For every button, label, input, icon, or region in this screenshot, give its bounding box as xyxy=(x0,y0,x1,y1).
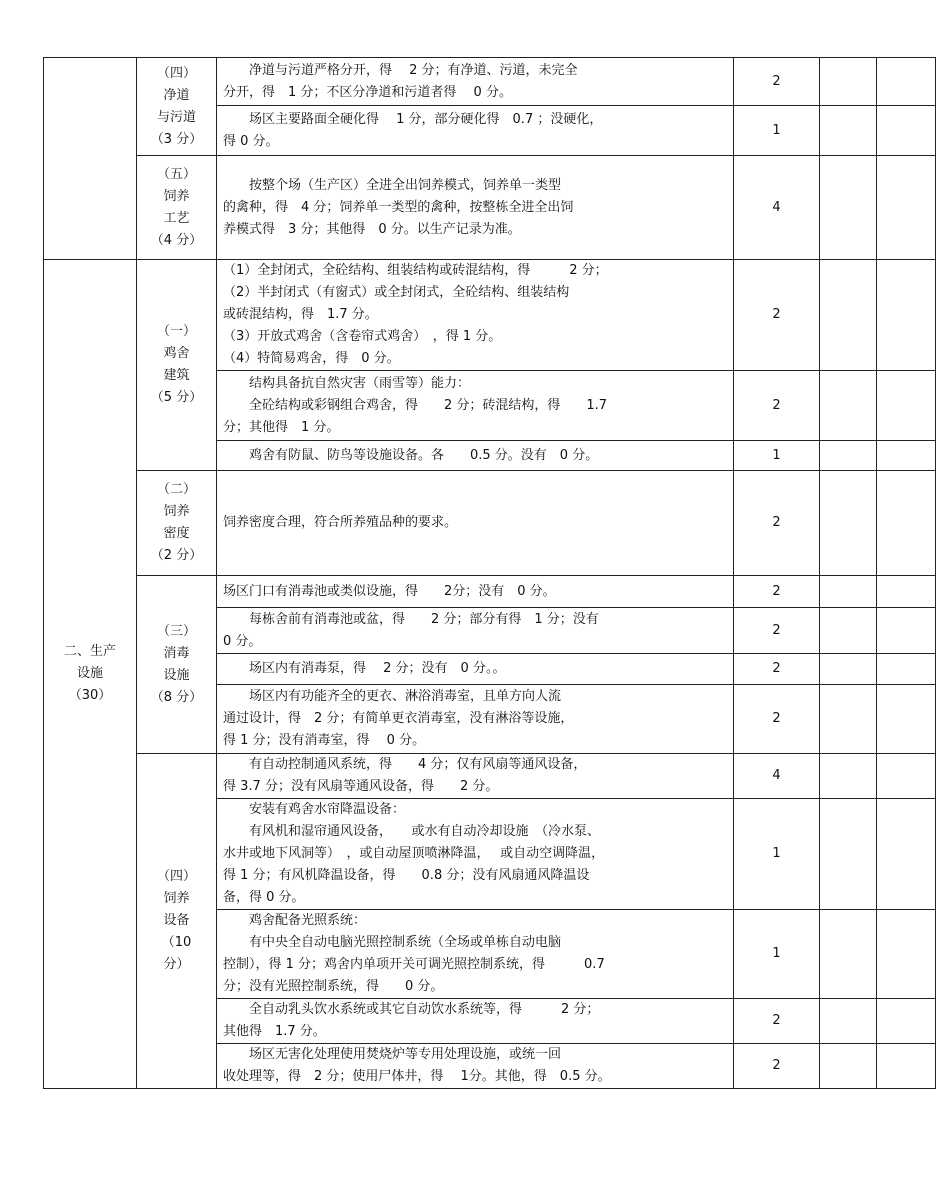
score-cell: 2 xyxy=(734,654,820,685)
subsection-cell: （二） 饲养 密度 （2 分） xyxy=(137,471,217,576)
criteria-cell: 鸡舍有防鼠、防鸟等设施设备。各 0.5 分。没有 0 分。 xyxy=(217,441,734,471)
criteria-cell: 按整个场（生产区）全进全出饲养模式，饲养单一类型 的禽种，得 4 分；饲养单一类型的禽种，按整栋全进全出饲 养模式得 3 分；其他得 0 分。以生产记录为准。 xyxy=(217,156,734,260)
criteria-cell: 鸡舍配备光照系统： 有中央全自动电脑光照控制系统（全场或单栋自动电脑 控制），得 1 分；鸡舍内单项开关可调光照控制系统，得 0.7 分；没有光照控制系统，得 0 分。 xyxy=(217,910,734,999)
section-cell: 二、生产 设施 （30） xyxy=(44,260,137,1089)
criteria-cell: 场区内有消毒泵，得 2 分；没有 0 分。。 xyxy=(217,654,734,685)
score-cell: 1 xyxy=(734,799,820,910)
table-row xyxy=(44,156,936,260)
subsection-cell: （五） 饲养 工艺 （4 分） xyxy=(137,156,217,260)
criteria-cell: （1）全封闭式，全砼结构、组装结构或砖混结构，得 2 分； （2）半封闭式（有窗式）或全封闭式，全砼结构、组装结构 或砖混结构，得 1.7 分。 （3）开放式鸡舍（含卷帘式鸡舍） ，得 1 分。 （4）特简易鸡舍，得 0 分。 xyxy=(217,260,734,371)
score-cell: 2 xyxy=(734,1044,820,1089)
score-cell: 2 xyxy=(734,576,820,608)
score-cell: 1 xyxy=(734,910,820,999)
scoring-table xyxy=(43,57,936,1089)
table-row xyxy=(44,58,936,106)
criteria-cell: 每栋舍前有消毒池或盆，得 2 分；部分有得 1 分；没有 0 分。 xyxy=(217,608,734,654)
table-row xyxy=(44,471,936,576)
score-cell: 2 xyxy=(734,999,820,1044)
score-cell: 2 xyxy=(734,471,820,576)
score-cell: 2 xyxy=(734,260,820,371)
criteria-cell: 饲养密度合理，符合所养殖品种的要求。 xyxy=(217,471,734,576)
criteria-cell: 净道与污道严格分开，得 2 分；有净道、污道，未完全 分开，得 1 分；不区分净道和污道者得 0 分。 xyxy=(217,58,734,106)
criteria-cell: 安装有鸡舍水帘降温设备： 有风机和湿帘通风设备， 或水有自动冷却设施 （冷水泵、 水井或地下风洞等） ，或自动屋顶喷淋降温， 或自动空调降温， 得 1 分；有风机降温设备，得 0.8 分；没有风扇通风降温设 备，得 0 分。 xyxy=(217,799,734,910)
score-cell: 2 xyxy=(734,608,820,654)
score-cell: 2 xyxy=(734,58,820,106)
criteria-cell: 全自动乳头饮水系统或其它自动饮水系统等，得 2 分； 其他得 1.7 分。 xyxy=(217,999,734,1044)
subsection-cell: （一） 鸡舍 建筑 （5 分） xyxy=(137,260,217,471)
score-cell: 1 xyxy=(734,106,820,156)
score-cell: 4 xyxy=(734,156,820,260)
score-cell: 1 xyxy=(734,441,820,471)
criteria-cell: 场区门口有消毒池或类似设施，得 2分；没有 0 分。 xyxy=(217,576,734,608)
criteria-cell: 场区主要路面全硬化得 1 分，部分硬化得 0.7 ；没硬化， 得 0 分。 xyxy=(217,106,734,156)
score-cell: 2 xyxy=(734,371,820,441)
criteria-cell: 结构具备抗自然灾害（雨雪等）能力： 全砼结构或彩钢组合鸡舍，得 2 分；砖混结构，得 1.7 分；其他得 1 分。 xyxy=(217,371,734,441)
blank-cell xyxy=(820,58,877,106)
table-row xyxy=(44,576,936,608)
criteria-cell: 场区无害化处理使用焚烧炉等专用处理设施，或统一回 收处理等，得 2 分；使用尸体井，得 1分。其他，得 0.5 分。 xyxy=(217,1044,734,1089)
subsection-cell: （三） 消毒 设施 （8 分） xyxy=(137,576,217,754)
table-row xyxy=(44,260,936,371)
table-row xyxy=(44,754,936,799)
criteria-cell: 有自动控制通风系统，得 4 分；仅有风扇等通风设备， 得 3.7 分；没有风扇等通风设备，得 2 分。 xyxy=(217,754,734,799)
section-cell-prev xyxy=(44,58,137,260)
criteria-cell: 场区内有功能齐全的更衣、淋浴消毒室，且单方向人流 通过设计，得 2 分；有简单更衣消毒室，没有淋浴等设施， 得 1 分；没有消毒室，得 0 分。 xyxy=(217,685,734,754)
score-cell: 4 xyxy=(734,754,820,799)
subsection-cell: （四） 净道 与污道 （3 分） xyxy=(137,58,217,156)
blank-cell xyxy=(877,58,936,106)
subsection-cell: （四） 饲养 设备 （10 分） xyxy=(137,754,217,1089)
score-cell: 2 xyxy=(734,685,820,754)
